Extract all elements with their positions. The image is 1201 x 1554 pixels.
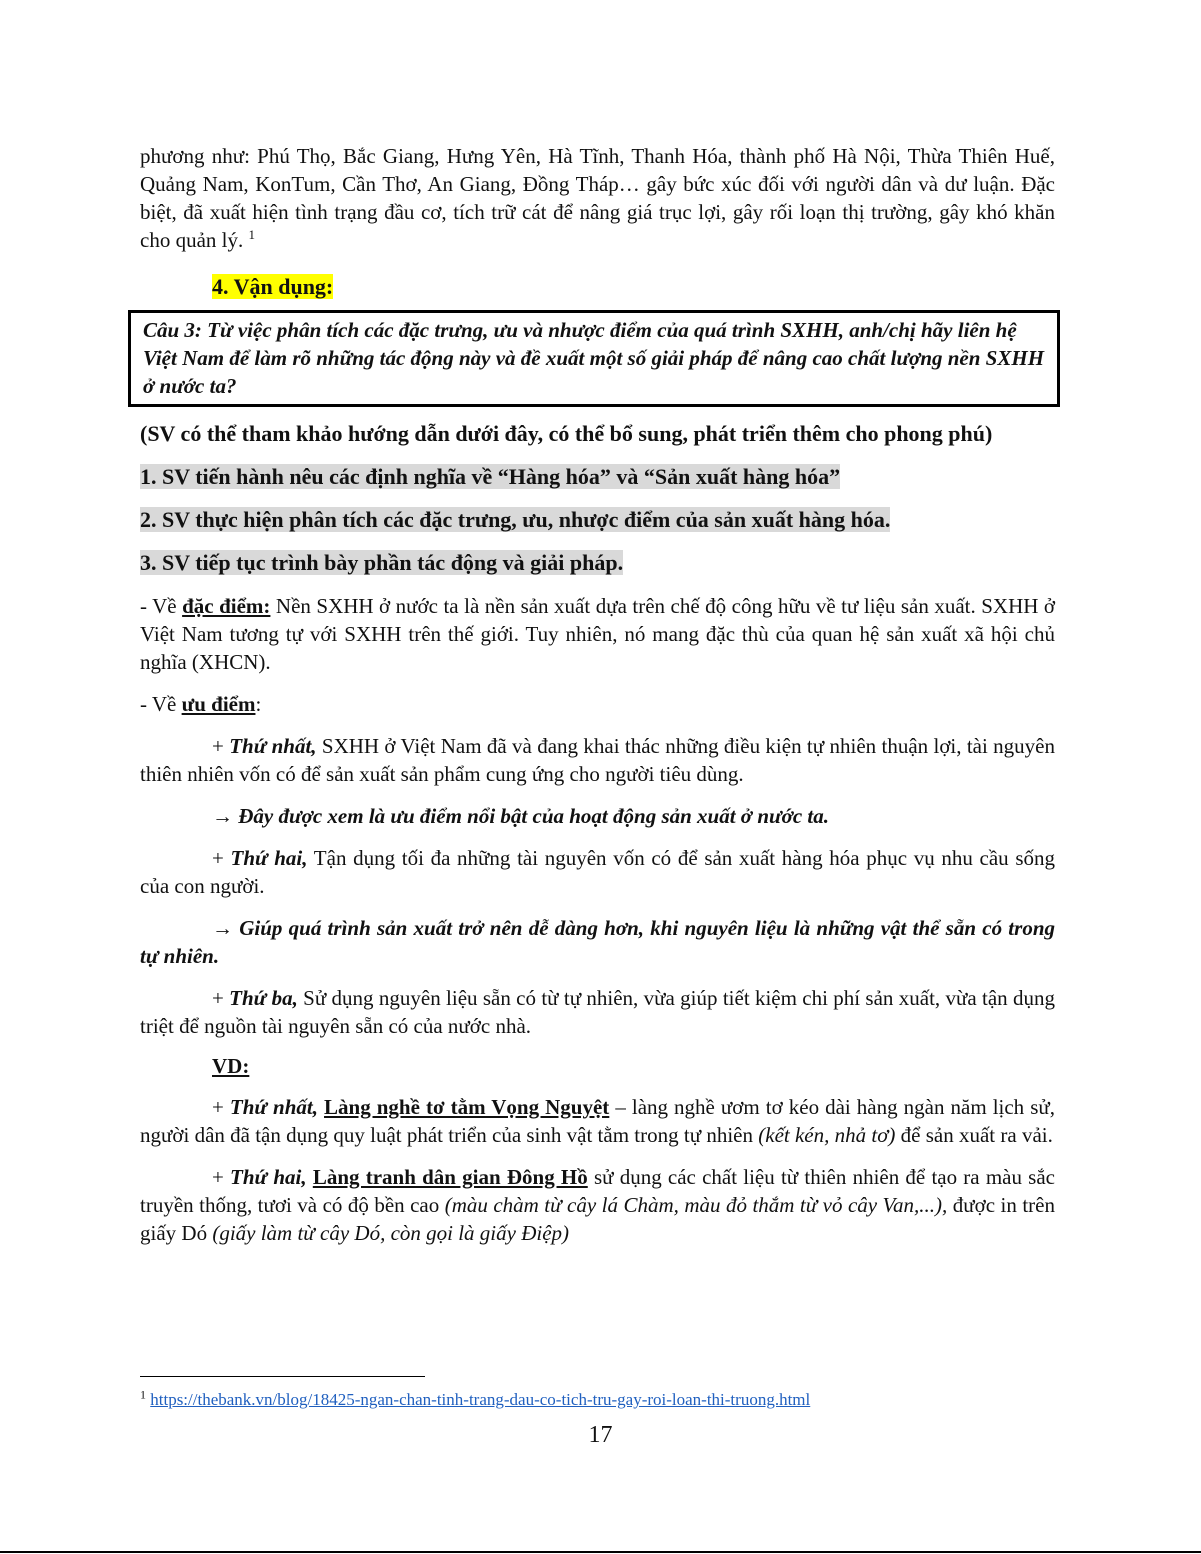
step-2-text: 2. SV thực hiện phân tích các đặc trưng, ưu, nhược điểm của sản xuất hàng hóa. [140,507,891,532]
advantage-conclusion-2: → Giúp quá trình sản xuất trở nên dễ dàng hơn, khi nguyên liệu là những vật thể sẵn có trong tự nhiên. [140,916,1055,968]
advantage-point-1: + Thứ nhất, SXHH ở Việt Nam đã và đang khai thác những điều kiện tự nhiên thuận lợi, tài nguyên thiên nhiên vốn có để sản xuất sản phẩm cung ứng cho người tiêu dùng. [140,734,1055,786]
example-2: + Thứ hai, Làng tranh dân gian Đông Hồ sử dụng các chất liệu từ thiên nhiên để tạo ra màu sắc truyền thống, tươi và có độ bền cao (màu chàm từ cây lá Chàm, màu đỏ thắm từ vỏ cây Van,...), được in trên giấy Dó (giấy làm từ cây Dó, còn gọi là giấy Điệp) [140,1165,1055,1245]
step-1 [140,462,1055,492]
footnote [140,1389,810,1411]
footnote-reference[interactable]: 1 [248,227,255,242]
advantage-point-3: + Thứ ba, Sử dụng nguyên liệu sẵn có từ tự nhiên, vừa giúp tiết kiệm chi phí sản xuất, vừa tận dụng triệt để nguồn tài nguyên sẵn có của nước nhà. [140,986,1055,1038]
example-2-name: Làng tranh dân gian Đông Hồ [312,1165,588,1189]
footnote-separator [140,1376,425,1377]
student-note: (SV có thể tham khảo hướng dẫn dưới đây, có thể bổ sung, phát triển thêm cho phong phú) [140,421,993,446]
intro-paragraph: phương như: Phú Thọ, Bắc Giang, Hưng Yên, Hà Tĩnh, Thanh Hóa, thành phố Hà Nội, Thừa Thiên Huế, Quảng Nam, KonTum, Cần Thơ, An Giang, Đồng Tháp… gây bức xúc đối với người dân và dư luận. Đặc biệt, đã xuất hiện tình trạng đầu cơ, tích trữ cát để nâng giá trục lợi, gây rối loạn thị trường, gây khó khăn cho quản lý. $^1$ [140,144,1055,252]
advantage-conclusion-1: → Đây được xem là ưu điểm nổi bật của hoạt động sản xuất ở nước ta. [212,804,830,828]
section-heading [212,272,1055,302]
step-3-text: 3. SV tiếp tục trình bày phần tác động và giải pháp. [140,550,624,575]
example-1: + Thứ nhất, Làng nghề tơ tằm Vọng Nguyệt – làng nghề ươm tơ kéo dài hàng ngàn năm lịch sử, người dân đã tận dụng quy luật phát triển của sinh vật tằm trong tự nhiên (kết kén, nhả tơ) để sản xuất ra vải. [140,1095,1056,1147]
footnote-number: 1 [140,1387,146,1402]
page-number: 17 [588,1422,613,1448]
page-bottom-border [0,1551,1201,1553]
characteristics-label: đặc điểm: [182,594,271,618]
advantages-heading: - Về ưu điểm: [140,692,262,716]
question-box: Câu 3: Từ việc phân tích các đặc trưng, ưu và nhược điểm của quá trình SXHH, anh/chị hãy liên hệ Việt Nam để làm rõ những tác động này và đề xuất một số giải pháp để nâng cao chất lượng nền SXHH ở nước ta? [128,310,1060,407]
example-1-name: Làng nghề tơ tằm Vọng Nguyệt [324,1095,610,1119]
section-heading-text: 4. Vận dụng: [212,274,334,299]
page-body [140,142,1055,1247]
step-2 [140,505,1055,535]
characteristics-paragraph: - Về đặc điểm: Nền SXHH ở nước ta là nền sản xuất dựa trên chế độ công hữu về tư liệu sản xuất. SXHH ở Việt Nam tương tự với SXHH trên thế giới. Tuy nhiên, nó mang đặc thù của quan hệ sản xuất xã hội chủ nghĩa (XHCN). [140,594,1055,674]
footnote-link[interactable]: https://thebank.vn/blog/18425-ngan-chan-tinh-trang-dau-co-tich-tru-gay-roi-loan-thi-truong.html [150,1390,811,1409]
step-1-text: 1. SV tiến hành nêu các định nghĩa về “Hàng hóa” và “Sản xuất hàng hóa” [140,464,841,489]
advantages-label: ưu điểm [181,692,256,716]
step-3 [140,548,1055,578]
advantage-point-2: + Thứ hai, Tận dụng tối đa những tài nguyên vốn có để sản xuất hàng hóa phục vụ nhu cầu sống của con người. [140,846,1055,898]
example-heading: VD: [212,1054,250,1078]
